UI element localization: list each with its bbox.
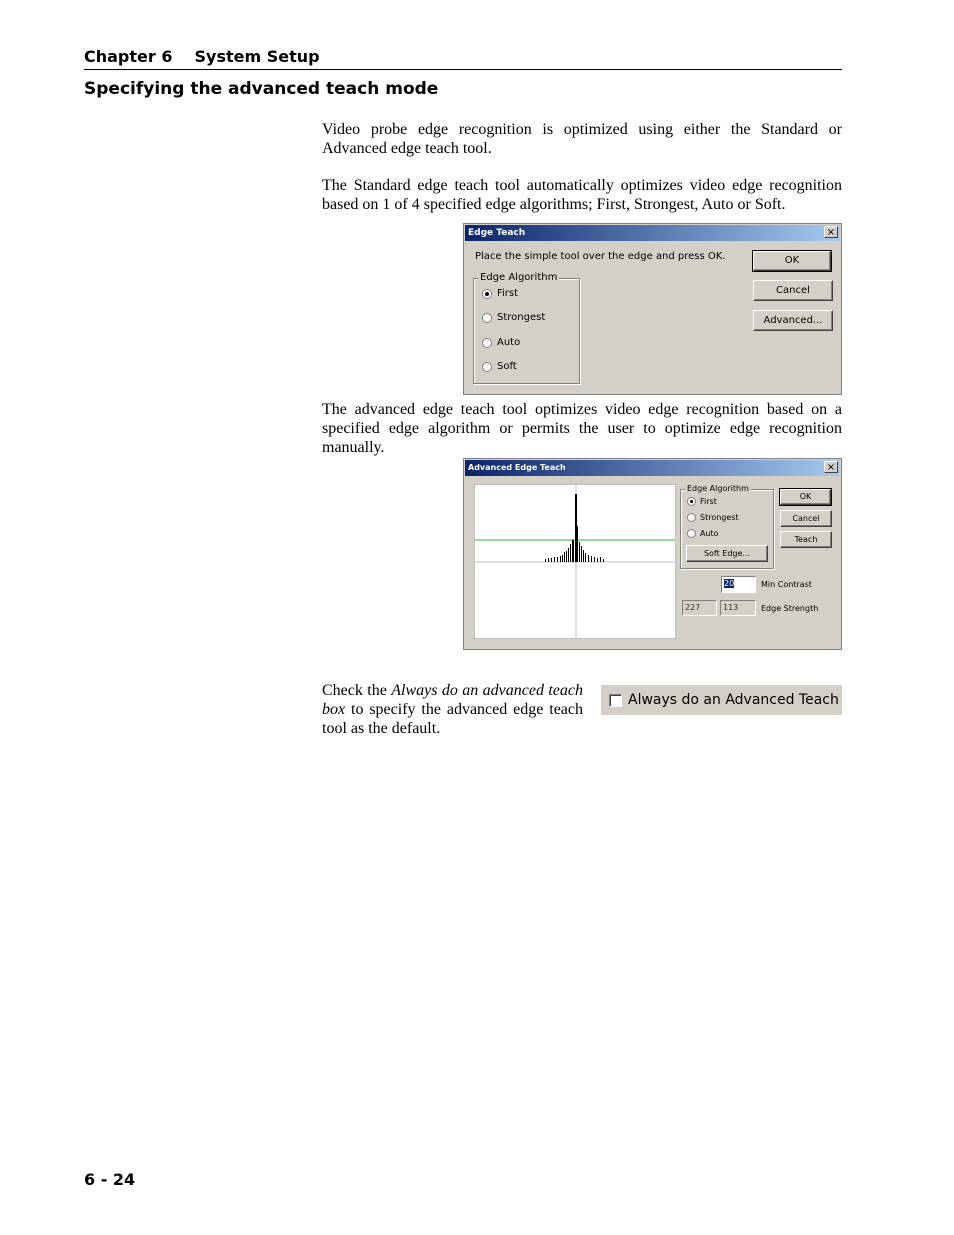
signal-bar xyxy=(585,553,586,562)
signal-bar xyxy=(594,557,595,562)
radio-label: Strongest xyxy=(700,513,739,522)
radio-button-icon xyxy=(687,529,696,538)
edge-strength-field-1: 227 xyxy=(682,600,717,616)
paragraph-advanced: The advanced edge teach tool optimizes video edge recognition based on a specified edge algorithm or permits the user to optimize edge recognition manually. xyxy=(322,401,842,456)
radio-button-icon xyxy=(482,362,492,372)
close-icon[interactable]: × xyxy=(824,226,838,238)
dialog-titlebar xyxy=(465,225,840,241)
signal-bar xyxy=(583,550,584,562)
radio-label: First xyxy=(497,288,519,299)
always-advanced-teach-checkbox[interactable] xyxy=(601,685,842,715)
group-label: Edge Algorithm xyxy=(480,272,558,283)
min-contrast-input[interactable] xyxy=(721,576,756,593)
page-number: 6 - 24 xyxy=(84,1170,136,1189)
edge-profile-plot xyxy=(474,484,676,639)
radio-label: Auto xyxy=(497,337,521,348)
radio-button-icon xyxy=(687,513,696,522)
teach-button[interactable]: Teach xyxy=(780,531,832,548)
signal-bar xyxy=(566,551,567,562)
paragraph-checkbox xyxy=(322,681,583,738)
dialog-title: Advanced Edge Teach xyxy=(468,463,566,472)
instruction-text: Place the simple tool over the edge and press OK. xyxy=(475,251,726,262)
dialog-title: Edge Teach xyxy=(468,228,526,238)
header-rule xyxy=(84,69,842,70)
signal-bar xyxy=(564,552,565,562)
paragraph-text: to specify the advanced edge teach tool as the default. xyxy=(322,701,583,737)
emphasis-text: Always do an advanced teach box xyxy=(322,682,584,718)
chapter-number: Chapter 6 xyxy=(84,47,173,66)
signal-bar xyxy=(572,540,574,562)
signal-bar xyxy=(548,558,549,562)
signal-bar xyxy=(570,544,571,562)
advanced-edge-teach-dialog xyxy=(463,458,842,650)
chapter-title: System Setup xyxy=(194,47,320,66)
signal-bar xyxy=(554,557,555,562)
radio-auto[interactable] xyxy=(482,337,520,348)
cancel-button[interactable]: Cancel xyxy=(780,510,832,527)
signal-bar xyxy=(577,526,578,562)
radio-auto[interactable] xyxy=(687,529,719,538)
advanced-button[interactable]: Advanced... xyxy=(753,310,833,331)
soft-edge-button[interactable]: Soft Edge... xyxy=(686,545,768,562)
signal-bar xyxy=(600,557,601,562)
signal-bar xyxy=(579,542,580,562)
signal-bar xyxy=(545,559,546,562)
edge-strength-field-2: 113 xyxy=(720,600,756,616)
ok-button[interactable]: OK xyxy=(753,251,831,271)
min-contrast-label: Min Contrast xyxy=(761,580,812,589)
paragraph-text: Check the xyxy=(322,682,392,699)
signal-bar xyxy=(568,548,569,562)
radio-label: First xyxy=(700,497,717,506)
radio-button-icon xyxy=(482,313,492,323)
close-icon[interactable]: × xyxy=(824,461,838,473)
radio-strongest[interactable] xyxy=(687,513,739,522)
radio-label: Strongest xyxy=(497,312,546,323)
paragraph-intro: Video probe edge recognition is optimized using either the Standard or Advanced edge teach tool. xyxy=(322,121,842,157)
dialog-titlebar xyxy=(465,460,840,476)
radio-first[interactable] xyxy=(687,497,717,506)
radio-button-icon xyxy=(482,289,492,299)
signal-bar xyxy=(591,556,592,562)
min-contrast-value: 20 xyxy=(724,579,735,588)
checkbox-icon xyxy=(609,694,622,707)
checkbox-label: Always do an Advanced Teach xyxy=(628,692,839,708)
paragraph-standard: The Standard edge teach tool automatically optimizes video edge recognition based on 1 of 4 specified edge algorithms; First, Strongest, Auto or Soft. xyxy=(322,177,842,213)
radio-button-icon xyxy=(687,497,696,506)
group-label: Edge Algorithm xyxy=(687,484,749,493)
signal-bar xyxy=(575,494,577,562)
edge-teach-dialog xyxy=(463,223,842,395)
radio-button-icon xyxy=(482,338,492,348)
signal-bar xyxy=(597,558,598,562)
running-header xyxy=(84,47,342,66)
signal-bar xyxy=(557,557,558,562)
signal-bar xyxy=(588,555,589,562)
signal-bar xyxy=(581,546,582,562)
radio-label: Auto xyxy=(700,529,719,538)
cancel-button[interactable]: Cancel xyxy=(753,280,833,301)
radio-first[interactable] xyxy=(482,288,518,299)
signal-bar xyxy=(603,559,604,562)
radio-label: Soft xyxy=(497,361,517,372)
signal-bar xyxy=(551,558,552,562)
signal-bar xyxy=(562,555,563,562)
radio-soft[interactable] xyxy=(482,361,517,372)
edge-strength-label: Edge Strength xyxy=(761,604,819,613)
radio-strongest[interactable] xyxy=(482,312,545,323)
ok-button[interactable]: OK xyxy=(780,489,831,505)
signal-bar xyxy=(560,556,561,562)
section-title: Specifying the advanced teach mode xyxy=(84,79,439,99)
